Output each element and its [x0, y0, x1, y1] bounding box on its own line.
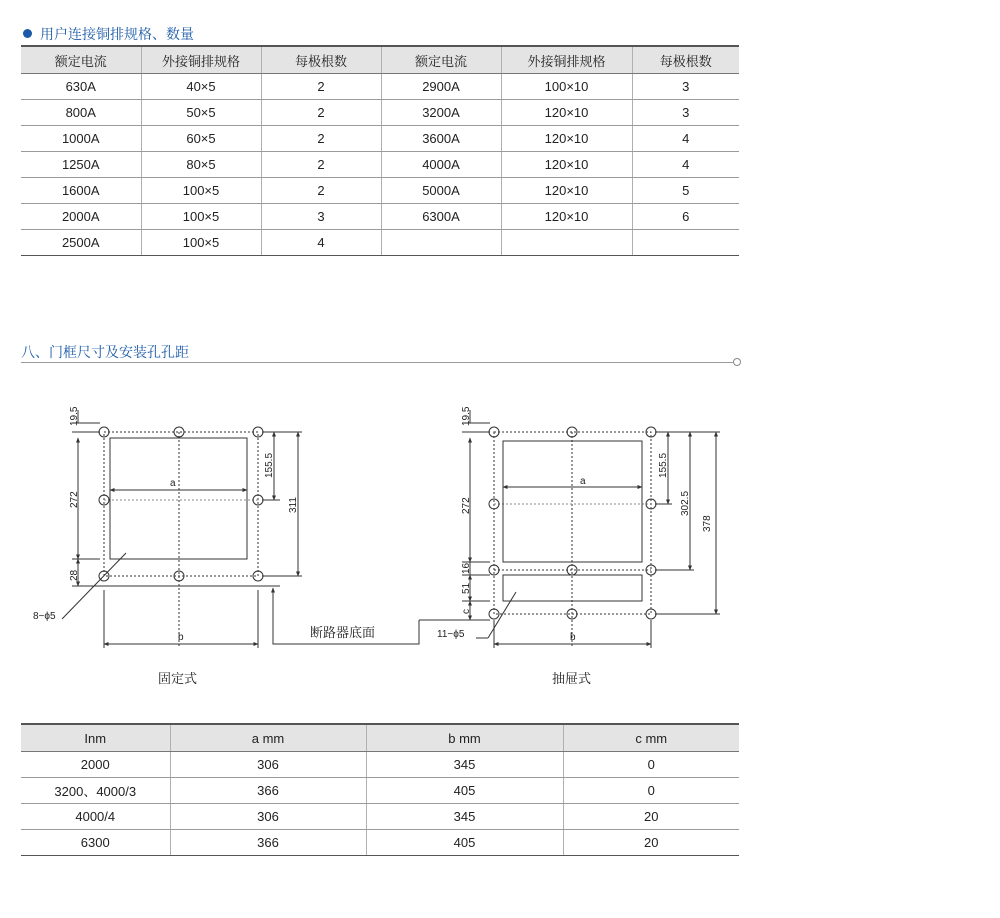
section-divider — [21, 362, 733, 363]
bullet-icon — [23, 29, 32, 38]
drawout-dim-left: 272 — [461, 497, 472, 514]
table-cell: 120×10 — [501, 204, 632, 230]
table-header-row — [21, 724, 739, 752]
column-header: a mm — [170, 724, 366, 752]
copper-section-title — [23, 24, 194, 44]
table-cell: 306 — [170, 752, 366, 778]
table-cell: 4 — [261, 230, 381, 256]
table-cell: 3 — [632, 74, 739, 100]
drawout-caption: 抽屉式 — [552, 671, 592, 686]
table-cell: 20 — [563, 830, 739, 856]
table-row — [21, 178, 739, 204]
drawout-label-a: a — [580, 476, 586, 487]
table-cell: 2 — [261, 152, 381, 178]
table-cell: 4 — [632, 126, 739, 152]
copper-section-title-text: 用户连接铜排规格、数量 — [40, 26, 194, 42]
table-cell — [501, 230, 632, 256]
frame-section-title-text: 八、门框尺寸及安装孔孔距 — [21, 344, 189, 360]
table-cell: 100×5 — [141, 178, 261, 204]
table-cell: 120×10 — [501, 100, 632, 126]
table-cell: 306 — [170, 804, 366, 830]
fixed-dim-right-inner: 155.5 — [264, 452, 275, 478]
table-cell — [381, 230, 501, 256]
table-row — [21, 752, 739, 778]
table-row — [21, 74, 739, 100]
fixed-label-a: a — [170, 478, 176, 489]
table-cell: 2 — [261, 100, 381, 126]
fixed-label-b: b — [178, 632, 184, 643]
frame-drawing — [0, 395, 760, 695]
fixed-dim-bottom: 28 — [69, 569, 80, 581]
table-header-row — [21, 46, 739, 74]
frame-section-title — [21, 342, 189, 362]
copper-busbar-table — [21, 45, 739, 256]
table-cell: 630A — [21, 74, 141, 100]
column-header: 外接铜排规格 — [501, 46, 632, 74]
column-header: c mm — [563, 724, 739, 752]
table-cell: 4000A — [381, 152, 501, 178]
table-cell: 366 — [170, 778, 366, 804]
table-cell: 100×10 — [501, 74, 632, 100]
column-header: 每极根数 — [632, 46, 739, 74]
dimension-table — [21, 723, 739, 856]
drawout-dim-top: 19.5 — [461, 406, 472, 426]
table-cell: 2000 — [21, 752, 170, 778]
table-cell: 5 — [632, 178, 739, 204]
table-cell: 120×10 — [501, 126, 632, 152]
drawout-dim-51: 51 — [461, 582, 472, 594]
table-cell — [632, 230, 739, 256]
table-cell: 0 — [563, 778, 739, 804]
drawout-label-b: b — [570, 632, 576, 643]
column-header: 额定电流 — [21, 46, 141, 74]
table-cell: 2500A — [21, 230, 141, 256]
table-row — [21, 804, 739, 830]
table-cell: 2900A — [381, 74, 501, 100]
fixed-mounting-holes — [99, 427, 263, 581]
table-cell: 120×10 — [501, 178, 632, 204]
table-cell: 5000A — [381, 178, 501, 204]
table-cell: 40×5 — [141, 74, 261, 100]
table-cell: 3600A — [381, 126, 501, 152]
table-cell: 405 — [366, 778, 563, 804]
fixed-caption: 固定式 — [158, 671, 198, 686]
drawout-dim-16: 16 — [461, 562, 472, 574]
table-row — [21, 230, 739, 256]
table-cell: 120×10 — [501, 152, 632, 178]
table-cell: 345 — [366, 804, 563, 830]
drawout-type-drawing — [462, 410, 720, 648]
drawout-dim-c: c — [461, 609, 472, 614]
table-cell: 1250A — [21, 152, 141, 178]
table-cell: 4000/4 — [21, 804, 170, 830]
table-cell: 4 — [632, 152, 739, 178]
table-row — [21, 778, 739, 804]
drawout-dim-right-3: 378 — [702, 515, 713, 532]
table-cell: 3 — [261, 204, 381, 230]
drawout-mounting-holes — [489, 427, 656, 619]
table-cell: 1000A — [21, 126, 141, 152]
table-cell: 1600A — [21, 178, 141, 204]
table-cell: 3 — [632, 100, 739, 126]
column-header: 每极根数 — [261, 46, 381, 74]
drawout-dim-right-2: 302.5 — [680, 490, 691, 516]
table-cell: 80×5 — [141, 152, 261, 178]
column-header: 外接铜排规格 — [141, 46, 261, 74]
table-cell: 6300A — [381, 204, 501, 230]
table-cell: 800A — [21, 100, 141, 126]
table-cell: 3200A — [381, 100, 501, 126]
table-cell: 100×5 — [141, 204, 261, 230]
table-cell: 2 — [261, 178, 381, 204]
table-row — [21, 204, 739, 230]
column-header: Inm — [21, 724, 170, 752]
fixed-hole-note: 8−ϕ5 — [33, 611, 56, 622]
table-row — [21, 830, 739, 856]
table-cell: 366 — [170, 830, 366, 856]
table-cell: 2 — [261, 126, 381, 152]
table-row — [21, 152, 739, 178]
divider-end-circle — [733, 358, 741, 366]
fixed-dim-right-outer: 311 — [288, 497, 299, 513]
table-cell: 345 — [366, 752, 563, 778]
table-cell: 3200、4000/3 — [21, 778, 170, 804]
table-cell: 50×5 — [141, 100, 261, 126]
drawout-dim-right-1: 155.5 — [658, 452, 669, 478]
table-row — [21, 100, 739, 126]
table-row — [21, 126, 739, 152]
column-header: b mm — [366, 724, 563, 752]
table-cell: 20 — [563, 804, 739, 830]
table-cell: 60×5 — [141, 126, 261, 152]
column-header: 额定电流 — [381, 46, 501, 74]
table-cell: 6 — [632, 204, 739, 230]
table-cell: 2000A — [21, 204, 141, 230]
drawout-hole-note: 11−ϕ5 — [437, 629, 465, 640]
fixed-type-drawing — [62, 410, 302, 648]
base-label: 断路器底面 — [310, 625, 376, 640]
fixed-dim-top: 19.5 — [69, 406, 80, 426]
table-cell: 100×5 — [141, 230, 261, 256]
table-cell: 405 — [366, 830, 563, 856]
table-cell: 6300 — [21, 830, 170, 856]
fixed-dim-left: 272 — [69, 491, 80, 508]
table-cell: 2 — [261, 74, 381, 100]
table-cell: 0 — [563, 752, 739, 778]
